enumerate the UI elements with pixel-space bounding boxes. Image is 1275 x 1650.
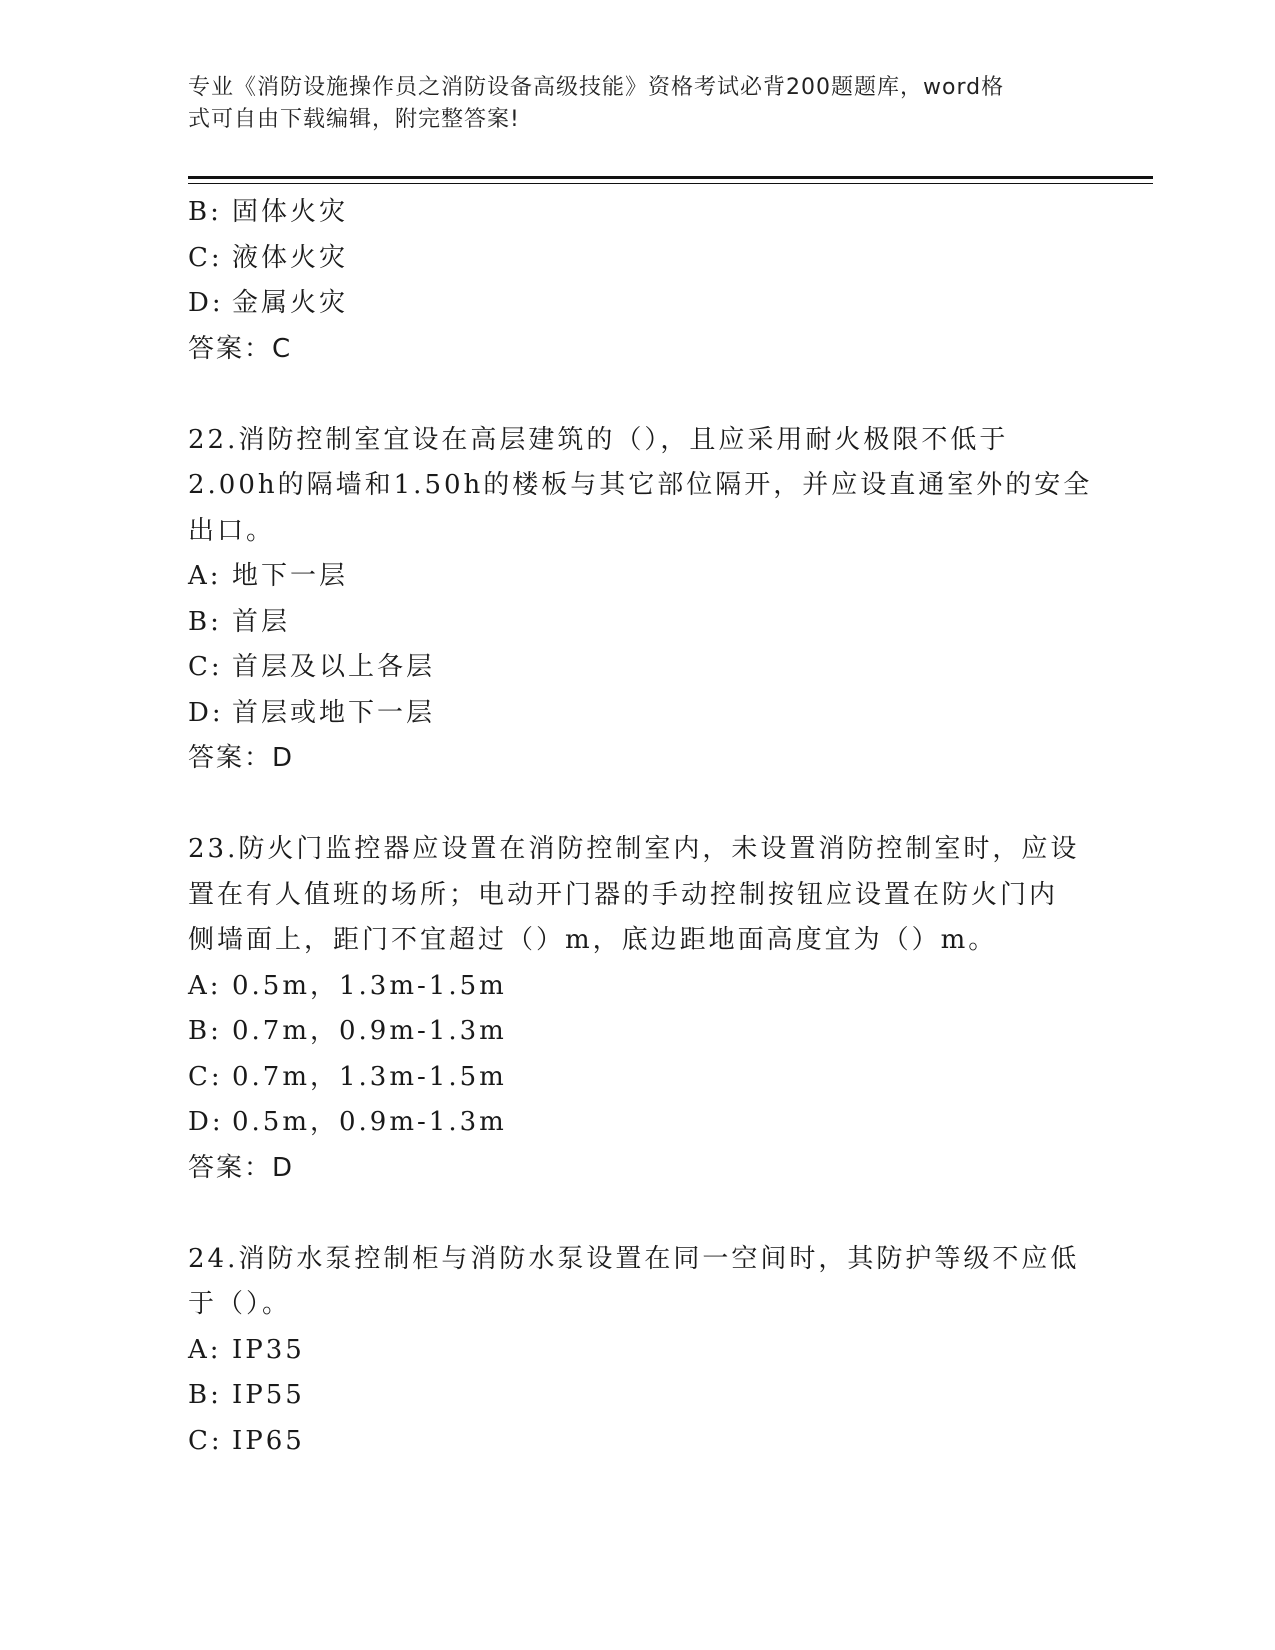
option-d bbox=[188, 691, 1088, 737]
option-letter: C: bbox=[188, 242, 223, 273]
option-letter: C: bbox=[188, 1061, 223, 1092]
option-d bbox=[188, 281, 1088, 327]
option-letter: B: bbox=[188, 1016, 222, 1046]
header-line-1: 专业《消防设施操作员之消防设备高级技能》资格考试必背200题题库，word格 bbox=[188, 75, 1005, 100]
option-letter: B: bbox=[188, 197, 222, 227]
option-letter: C: bbox=[188, 652, 223, 682]
spacer bbox=[188, 372, 1088, 418]
option-text: 0.5m，1.3m-1.5m bbox=[232, 970, 507, 1001]
option-text: 0.5m，0.9m-1.3m bbox=[232, 1107, 507, 1137]
question-stem-line: 22.消防控制室宜设在高层建筑的（），且应采用耐火极限不低于 bbox=[188, 424, 1009, 455]
option-a bbox=[188, 964, 1088, 1010]
option-c bbox=[188, 236, 1088, 282]
option-text: 首层或地下一层 bbox=[232, 697, 436, 728]
question-stem-line: 于（）。 bbox=[188, 1289, 292, 1319]
question-stem-line: 24.消防水泵控制柜与消防水泵设置在同一空间时，其防护等级不应低 bbox=[188, 1243, 1080, 1274]
header-divider-thick bbox=[188, 176, 1153, 179]
option-c bbox=[188, 1055, 1088, 1101]
option-a bbox=[188, 1328, 1088, 1374]
option-text: 首层及以上各层 bbox=[232, 652, 436, 682]
option-letter: D: bbox=[188, 697, 224, 728]
document-header bbox=[188, 72, 1078, 136]
question-list bbox=[188, 190, 1093, 1464]
option-text: 0.7m，1.3m-1.5m bbox=[232, 1061, 507, 1092]
spacer bbox=[188, 1191, 1088, 1237]
option-letter: A: bbox=[188, 561, 222, 591]
option-letter: B: bbox=[188, 1380, 222, 1410]
header-line-2: 式可自由下载编辑，附完整答案! bbox=[188, 107, 520, 132]
option-letter: D: bbox=[188, 1107, 224, 1137]
question-21-tail bbox=[188, 190, 1088, 372]
option-text: IP55 bbox=[232, 1380, 305, 1410]
question-stem-line: 侧墙面上，距门不宜超过（）m，底边距地面高度宜为（）m。 bbox=[188, 925, 998, 955]
question-22 bbox=[188, 418, 1093, 782]
option-text: 金属火灾 bbox=[232, 288, 349, 318]
option-text: 地下一层 bbox=[232, 561, 349, 591]
option-b bbox=[188, 1373, 1088, 1419]
question-stem-line: 23.防火门监控器应设置在消防控制室内，未设置消防控制室时，应设 bbox=[188, 834, 1080, 864]
answer-line: 答案：D bbox=[188, 743, 295, 773]
option-text: IP35 bbox=[232, 1334, 305, 1365]
question-stem-line: 置在有人值班的场所；电动开门器的手动控制按钮应设置在防火门内 bbox=[188, 879, 1059, 910]
option-d bbox=[188, 1100, 1088, 1146]
option-c bbox=[188, 1419, 1088, 1465]
option-text: 固体火灾 bbox=[232, 197, 349, 227]
answer-line: 答案：D bbox=[188, 1152, 295, 1183]
option-letter: C: bbox=[188, 1425, 223, 1456]
option-b bbox=[188, 600, 1088, 646]
header-divider-thin bbox=[188, 183, 1153, 184]
option-letter: A: bbox=[188, 970, 222, 1001]
question-stem-line: 出口。 bbox=[188, 515, 276, 546]
question-stem-line: 2.00h的隔墙和1.50h的楼板与其它部位隔开，并应设直通室外的安全 bbox=[188, 470, 1093, 500]
option-letter: B: bbox=[188, 606, 222, 637]
option-text: 液体火灾 bbox=[232, 242, 349, 273]
answer-line: 答案：C bbox=[188, 333, 293, 364]
option-text: IP65 bbox=[232, 1425, 305, 1456]
question-24 bbox=[188, 1237, 1088, 1465]
option-letter: D: bbox=[188, 288, 224, 318]
option-b bbox=[188, 190, 1088, 236]
option-letter: A: bbox=[188, 1334, 222, 1365]
option-a bbox=[188, 554, 1088, 600]
question-23 bbox=[188, 827, 1088, 1191]
option-text: 首层 bbox=[232, 606, 291, 637]
spacer bbox=[188, 782, 1088, 828]
option-text: 0.7m，0.9m-1.3m bbox=[232, 1016, 507, 1046]
option-c bbox=[188, 645, 1088, 691]
option-b bbox=[188, 1009, 1088, 1055]
